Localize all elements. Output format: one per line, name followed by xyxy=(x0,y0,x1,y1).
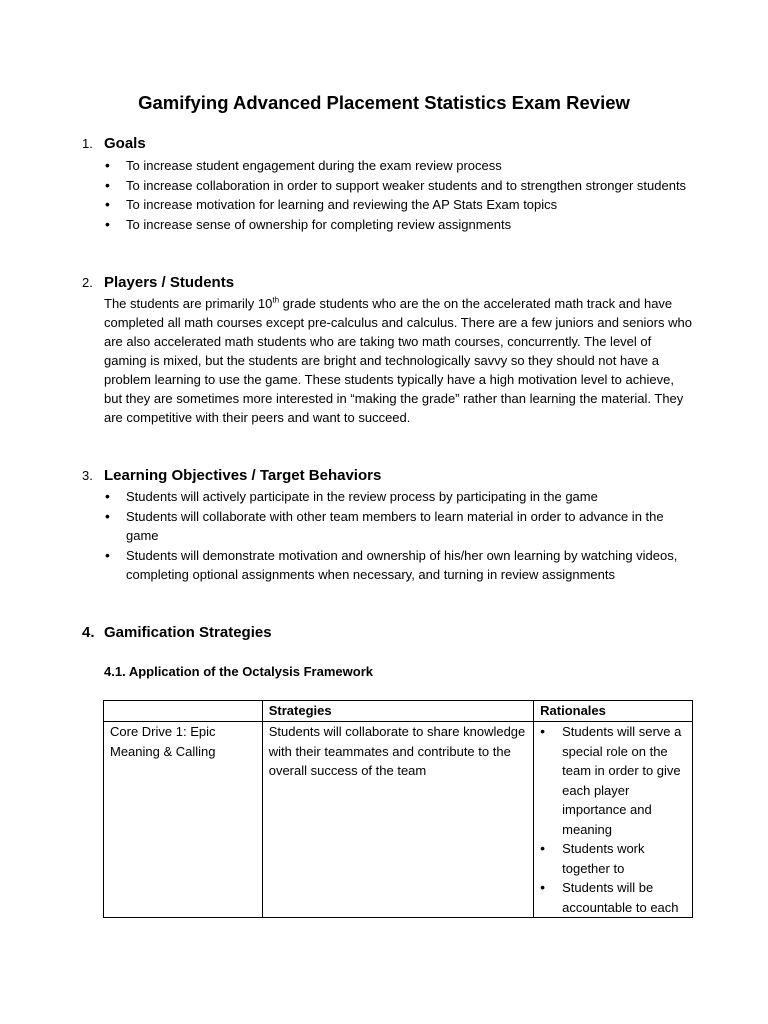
section-title: Learning Objectives / Target Behaviors xyxy=(104,467,382,484)
table-header-cell xyxy=(104,701,263,722)
list-item: • Students will collaborate with other team members to learn material in order to advance in the game xyxy=(104,507,694,546)
section-title: Gamification Strategies xyxy=(104,624,272,641)
section-players-heading xyxy=(82,274,234,292)
table-header-cell: Strategies xyxy=(262,701,533,722)
list-item: • To increase motivation for learning and reviewing the AP Stats Exam topics xyxy=(104,195,694,215)
list-item: • To increase sense of ownership for completing review assignments xyxy=(104,215,694,235)
section-title: Players / Students xyxy=(104,274,235,291)
section-title: Goals xyxy=(104,135,146,152)
list-item: • Students work together to xyxy=(540,839,686,878)
rationales-list xyxy=(540,722,686,917)
list-item: • To increase collaboration in order to support weaker students and to strengthen stronger students xyxy=(104,176,694,196)
objectives-list xyxy=(104,487,694,585)
core-drive-cell: Core Drive 1: Epic Meaning & Calling xyxy=(104,722,263,918)
section-objectives-heading xyxy=(82,467,381,485)
table-header-row xyxy=(104,701,693,722)
rationales-cell xyxy=(534,722,693,918)
list-item: • To increase student engagement during the exam review process xyxy=(104,156,694,176)
list-item: • Students will actively participate in the review process by participating in the game xyxy=(104,487,694,507)
octalysis-table xyxy=(103,700,693,918)
table-row xyxy=(104,722,693,918)
table-header-cell: Rationales xyxy=(534,701,693,722)
section-goals-heading xyxy=(82,135,146,153)
subsection-heading: 4.1. Application of the Octalysis Framework xyxy=(104,664,373,679)
superscript: th xyxy=(272,295,280,305)
document-title: Gamifying Advanced Placement Statistics Exam Review xyxy=(138,92,630,113)
section-number: 2. xyxy=(82,275,93,290)
list-item: • Students will be accountable to each xyxy=(540,878,686,917)
strategy-cell: Students will collaborate to share knowledge with their teammates and contribute to the overall success of the team xyxy=(262,722,533,918)
players-paragraph: The students are primarily 10th grade students who are the on the accelerated math track and have completed all math courses except pre-calculus and calculus. There are a few juniors and seniors who are also accelerated math students who are taking two math courses, concurrently. The level of gaming is mixed, but the students are bright and technologically savvy so they should not have a problem learning to use the game. These students typically have a high motivation level to achieve, but they are sometimes more interested in “making the grade” rather than learning the material. They are competitive with their peers and want to succeed. xyxy=(104,295,692,425)
section-number: 3. xyxy=(82,468,93,483)
section-strategies-heading xyxy=(82,624,272,642)
goals-list xyxy=(104,156,694,234)
section-number: 1. xyxy=(82,136,93,151)
section-number: 4. xyxy=(82,624,95,641)
list-item: • Students will serve a special role on the team in order to give each player importance and meaning xyxy=(540,722,686,839)
list-item: • Students will demonstrate motivation and ownership of his/her own learning by watching videos, completing optional assignments when necessary, and turning in review assignments xyxy=(104,546,694,585)
